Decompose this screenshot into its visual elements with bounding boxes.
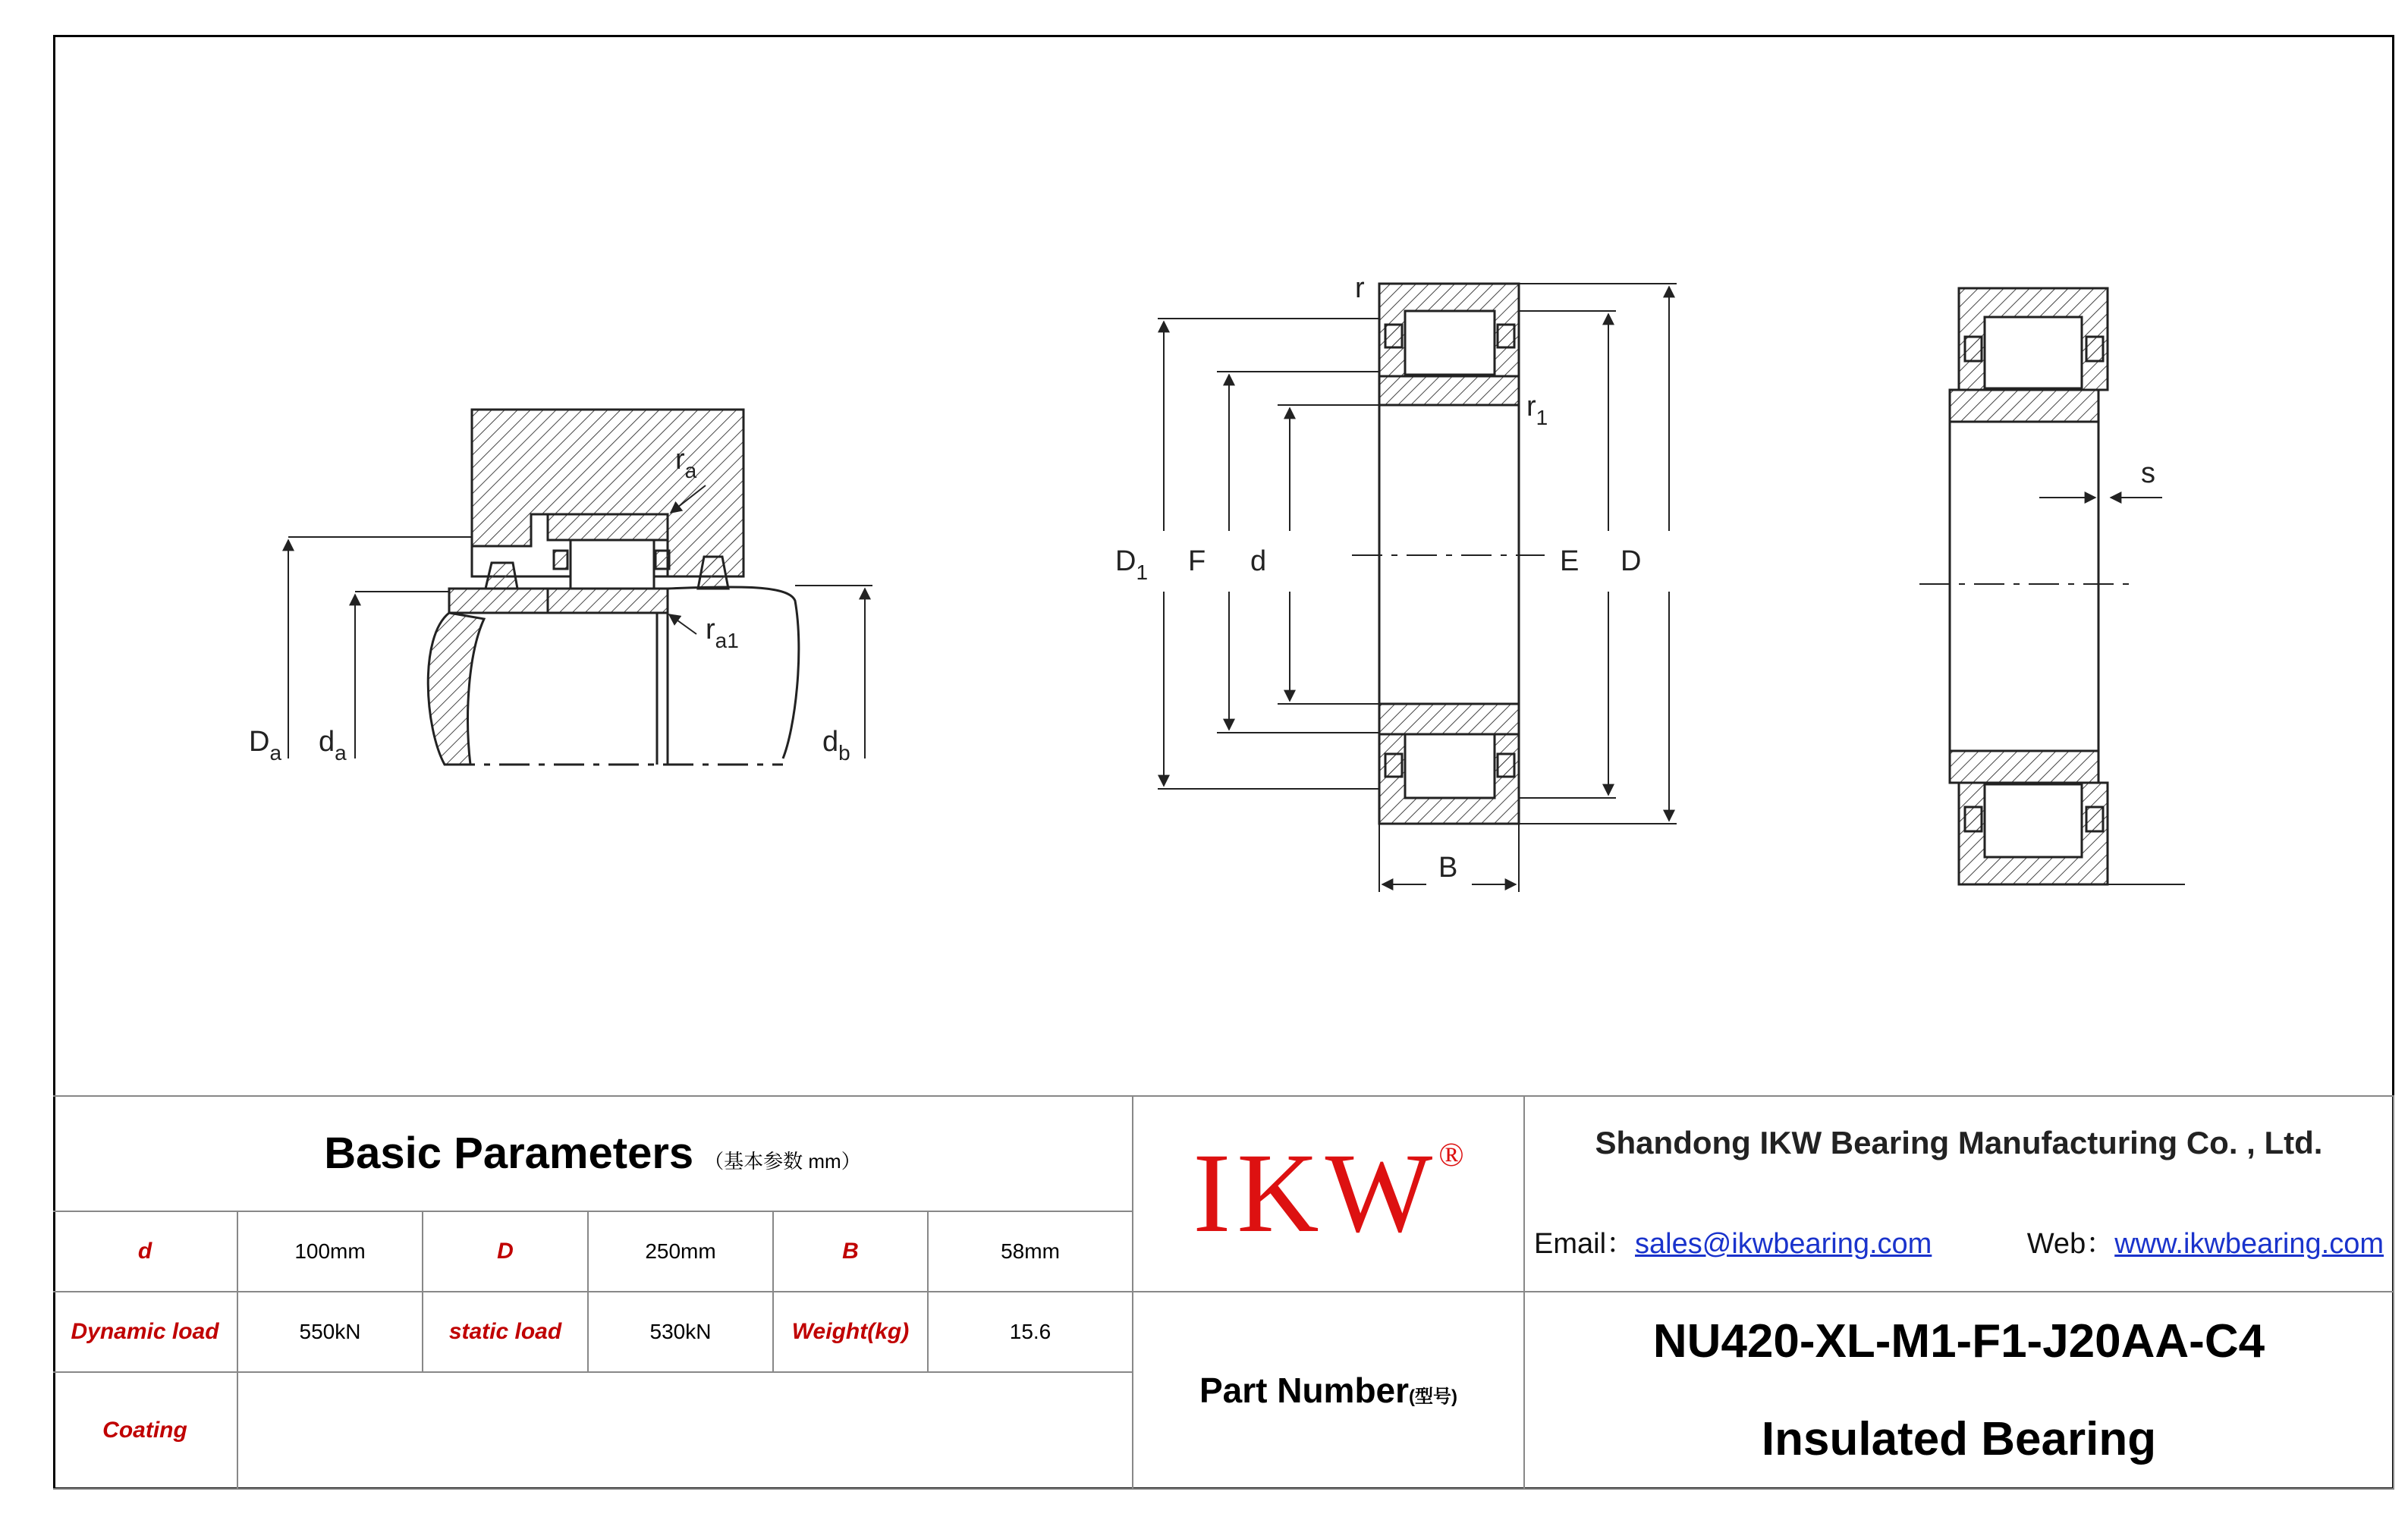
shaft <box>428 613 484 765</box>
param-label-dynamic-load: Dynamic load <box>53 1292 238 1373</box>
mounting-view <box>288 410 872 765</box>
param-label-coating: Coating <box>53 1373 238 1490</box>
part-number-label: Part Number <box>1199 1371 1410 1410</box>
param-label-B: B <box>774 1212 929 1292</box>
company-name: Shandong IKW Bearing Manufacturing Co. , Ltd. <box>1595 1124 2323 1160</box>
svg-text:d: d <box>1250 545 1267 577</box>
product-type: Insulated Bearing <box>1761 1413 2157 1465</box>
info-table <box>53 1095 2394 1490</box>
roller-bottom <box>1405 734 1495 798</box>
roller-top <box>1985 317 2082 388</box>
contact-line <box>1525 1220 2393 1261</box>
bearing-outer-ring <box>548 514 668 540</box>
basic-parameters-unit: （基本参数 mm） <box>704 1149 861 1173</box>
svg-text:B: B <box>1438 852 1458 884</box>
svg-text:r1: $r_1$ <box>1526 391 1548 429</box>
basic-parameters-title: Basic Parameters <box>324 1128 694 1178</box>
svg-text:D1: $D_1$ <box>1115 545 1149 584</box>
param-value-static-load: 530kN <box>589 1292 774 1373</box>
bearing-roller <box>571 540 654 589</box>
web-label: Web： <box>2026 1228 2115 1261</box>
bearing-section-view <box>1158 284 1677 892</box>
svg-text:F: F <box>1188 545 1206 577</box>
bearing-inner-ring <box>548 589 668 613</box>
svg-text:ra: $r_a$ <box>675 444 697 482</box>
inner-ring-bottom <box>1379 704 1519 734</box>
web-link[interactable]: www.ikwbearing.com <box>2114 1228 2384 1261</box>
param-value-weight: 15.6 <box>929 1292 1133 1373</box>
param-label-weight: Weight(kg) <box>774 1292 929 1373</box>
part-number-label-sub: (型号) <box>1409 1387 1458 1407</box>
registered-mark: ® <box>1438 1136 1464 1173</box>
param-value-coating <box>238 1373 1133 1490</box>
svg-text:db: $d_b$ <box>822 726 850 765</box>
basic-parameters-header <box>53 1095 1133 1212</box>
part-number-label-cell <box>1133 1292 1525 1490</box>
ikw-logo <box>1133 1095 1525 1292</box>
svg-text:ra1: $r_{a1}$ <box>706 614 739 652</box>
seal-left <box>486 563 517 589</box>
param-label-D: D <box>423 1212 589 1292</box>
bore <box>1950 422 2098 751</box>
inner-ring-top <box>1379 376 1519 405</box>
param-value-d: 100mm <box>238 1212 423 1292</box>
insulated-bearing-view <box>1919 288 2185 884</box>
svg-text:D: D <box>1621 545 1642 577</box>
svg-text:E: E <box>1560 545 1580 577</box>
inner-ring-top <box>1950 390 2098 422</box>
inner-ring-bottom <box>1950 751 2098 783</box>
svg-text:s: s <box>2141 457 2155 489</box>
svg-text:da: $d_a$ <box>319 726 347 765</box>
param-label-d: d <box>53 1212 238 1292</box>
email-link[interactable]: sales@ikwbearing.com <box>1635 1228 1932 1261</box>
logo-text: IKW <box>1193 1130 1439 1256</box>
param-label-static-load: static load <box>423 1292 589 1373</box>
insulated-bearing-labels <box>2141 457 2155 489</box>
company-info <box>1525 1095 2394 1292</box>
part-number: NU420-XL-M1-F1-J20AA-C4 <box>1652 1315 2265 1368</box>
email-label: Email： <box>1534 1228 1636 1261</box>
param-value-B: 58mm <box>929 1212 1133 1292</box>
part-number-cell <box>1525 1292 2394 1490</box>
param-value-D: 250mm <box>589 1212 774 1292</box>
svg-text:r: r <box>1355 272 1365 304</box>
svg-text:Da: $D_a$ <box>249 726 282 765</box>
roller-top <box>1405 311 1495 375</box>
seal-right <box>698 557 728 589</box>
shaft-collar <box>449 589 548 613</box>
roller-bottom <box>1985 784 2082 857</box>
param-value-dynamic-load: 550kN <box>238 1292 423 1373</box>
